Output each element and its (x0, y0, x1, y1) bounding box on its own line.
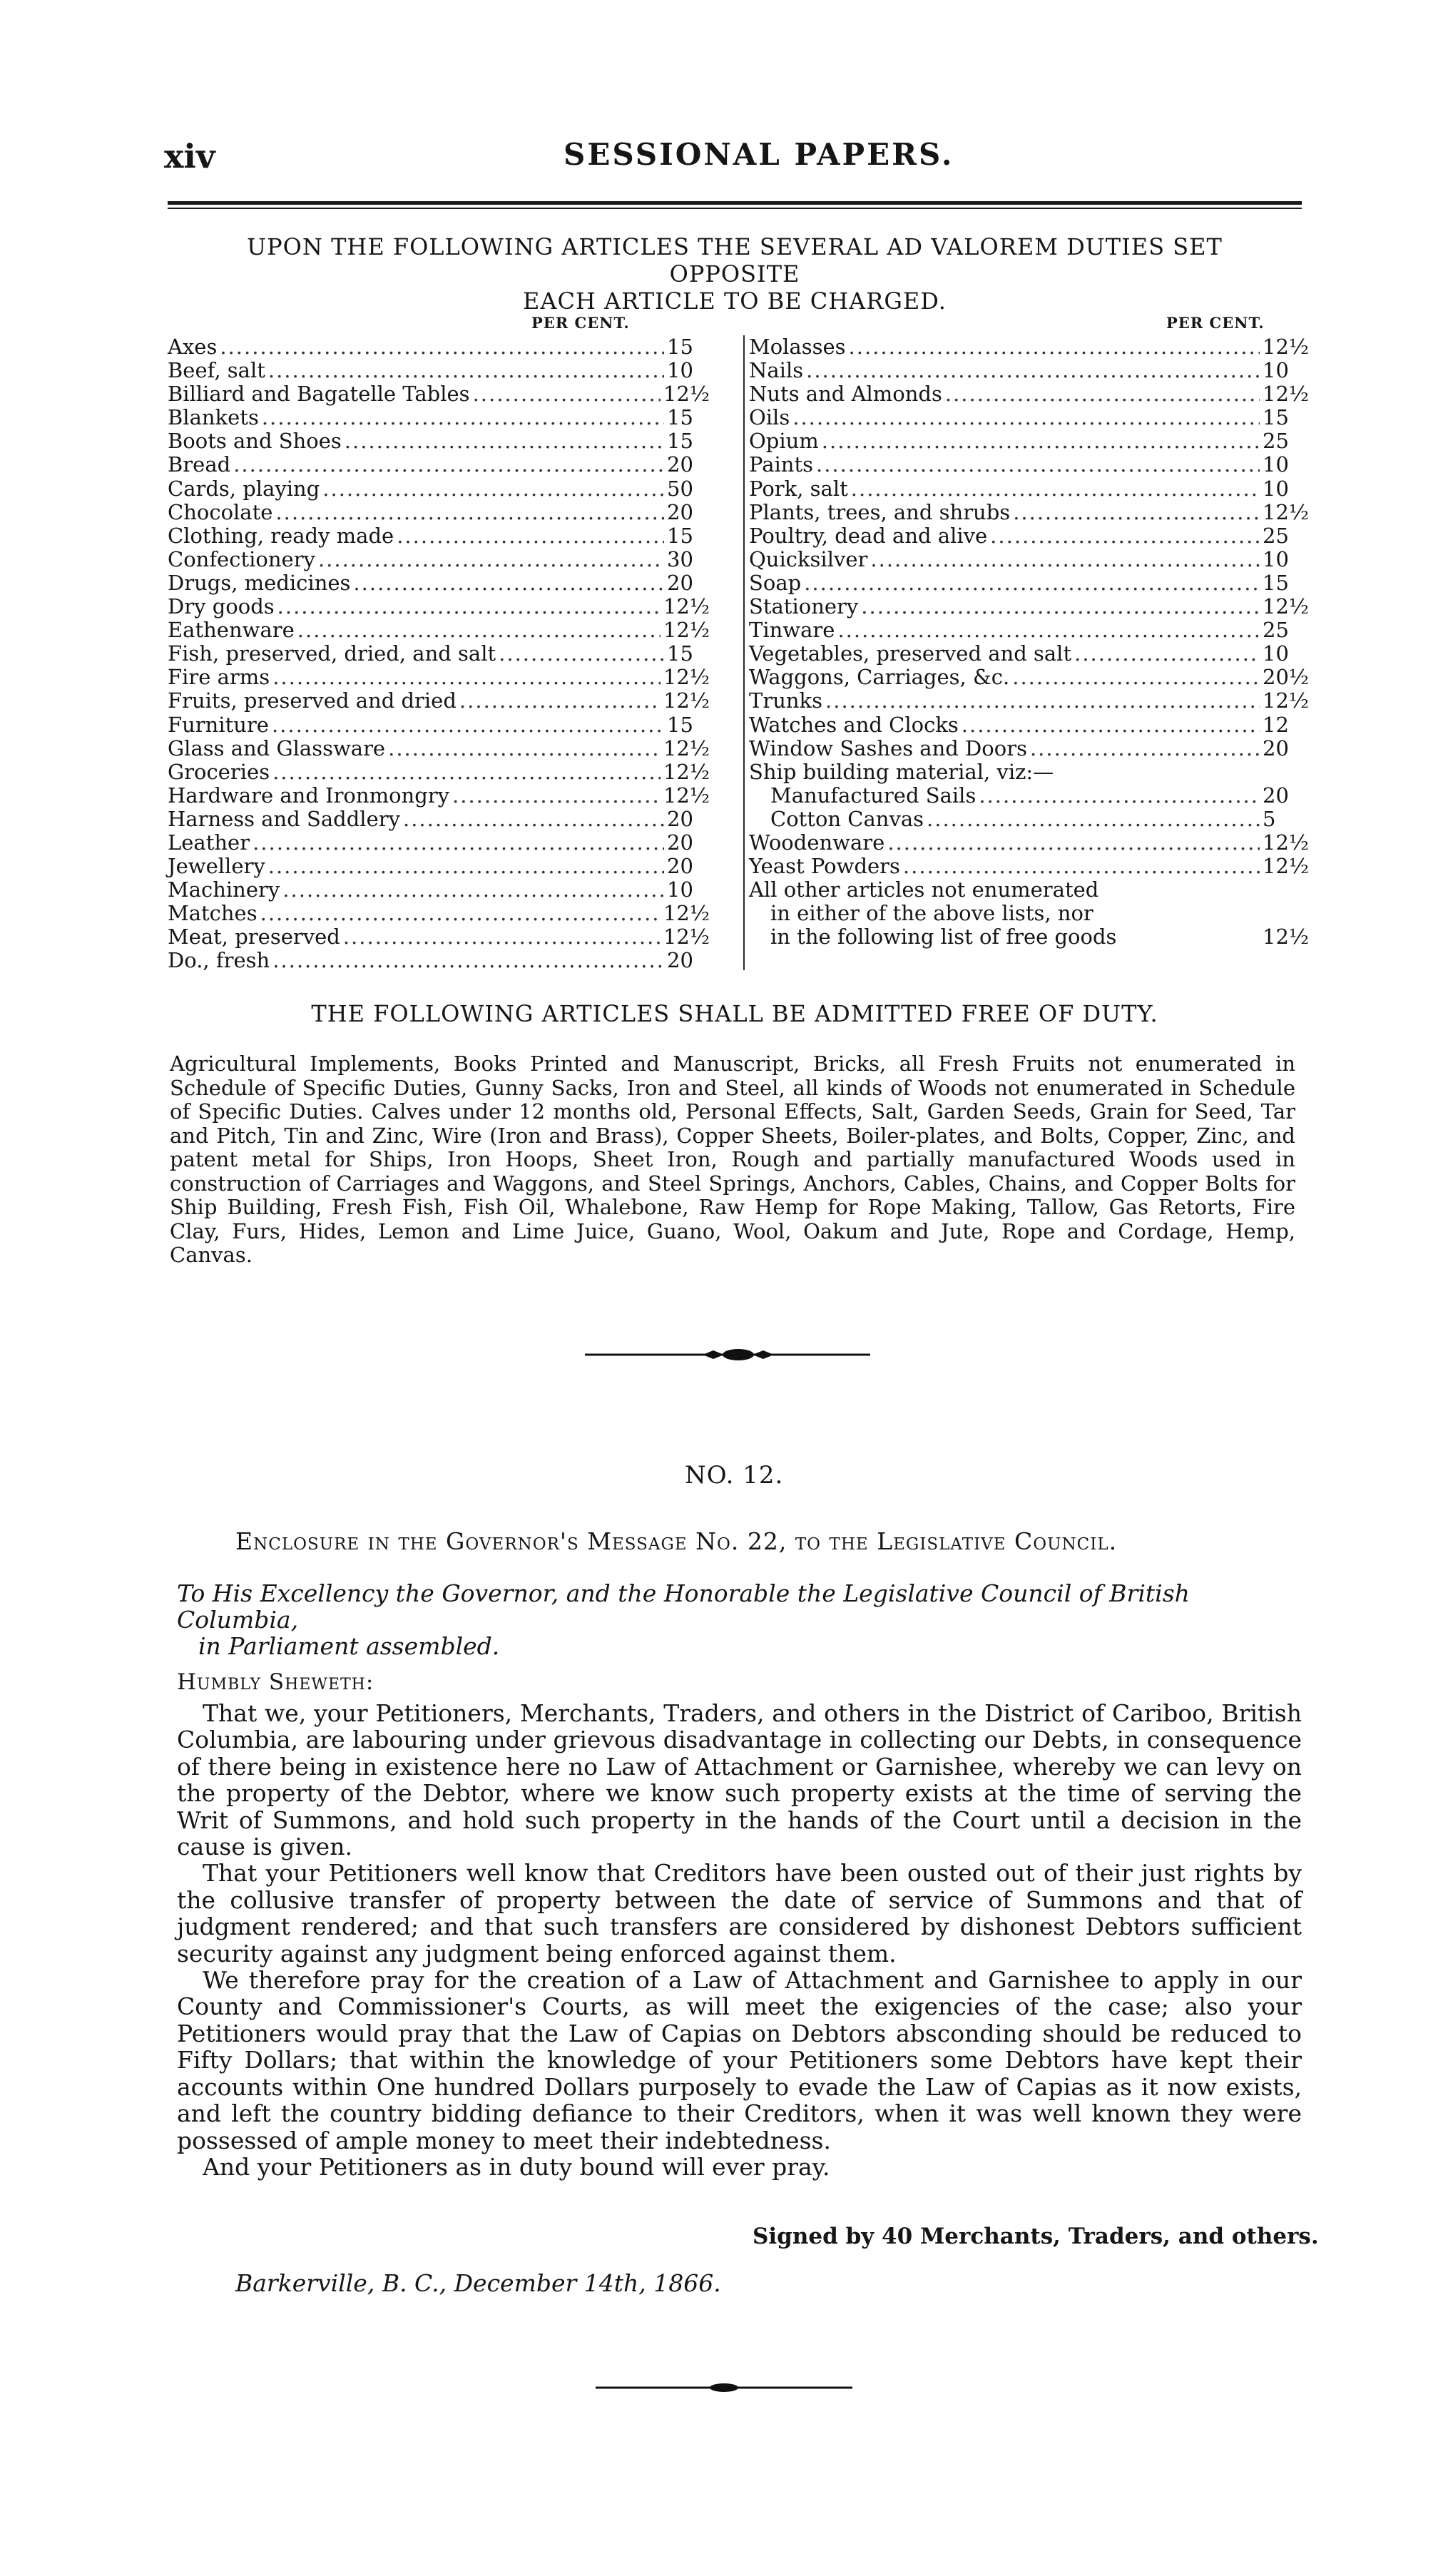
duties-heading (178, 233, 1291, 315)
duty-article: Window Sashes and Doors (749, 735, 1027, 760)
duty-rate: 15 (1263, 405, 1289, 430)
leader-dots (353, 571, 664, 595)
duty-row (168, 359, 710, 382)
address-line2: in Parliament assembled. (198, 1632, 500, 1660)
leader-dots (343, 925, 661, 949)
duty-row (168, 571, 710, 595)
leader-dots (990, 524, 1260, 548)
duty-article: Fire arms (168, 665, 270, 690)
duty-rate: 15 (667, 335, 693, 359)
duty-article: Woodenware (749, 830, 885, 855)
duty-row (168, 382, 710, 406)
leader-dots (473, 382, 661, 406)
running-header: SESSIONAL PAPERS. (564, 137, 954, 172)
duty-row (749, 429, 1312, 453)
duty-row (749, 335, 1312, 359)
duty-row (749, 689, 1312, 713)
duty-rate: 15 (667, 523, 693, 548)
leader-dots (945, 382, 1260, 406)
leader-dots (277, 595, 661, 618)
duty-article: Quicksilver (749, 546, 868, 571)
duty-article: Meat, preserved (168, 925, 340, 950)
duty-rate: 12½ (663, 594, 710, 619)
duty-article: Opium (749, 429, 819, 454)
duty-article: Jewellery (168, 854, 265, 879)
duty-article: Plants, trees, and shrubs (749, 499, 1011, 524)
leader-dots (253, 831, 664, 855)
duty-article: Leather (168, 830, 250, 855)
leader-dots (452, 784, 661, 808)
leader-dots (887, 831, 1260, 855)
duty-rate: 20 (1263, 783, 1289, 808)
duty-rate: 20 (667, 830, 693, 855)
duty-article: Axes (168, 335, 218, 359)
duty-row (168, 595, 710, 618)
leader-dots (272, 949, 664, 972)
leader-dots (388, 737, 661, 760)
duty-row (168, 760, 710, 784)
duty-article: Billiard and Bagatelle Tables (168, 382, 470, 407)
duty-row (168, 429, 710, 453)
duties-heading-line1: UPON THE FOLLOWING ARTICLES THE SEVERAL AD VALOREM DUTIES SET OPPOSITE (247, 233, 1223, 287)
duty-row (168, 548, 710, 571)
leader-dots (979, 784, 1260, 808)
leader-dots (822, 429, 1260, 453)
duty-row (168, 477, 710, 501)
duty-article: Boots and Shoes (168, 429, 342, 454)
leader-dots (903, 855, 1260, 878)
petition-address (177, 1580, 1300, 1659)
duty-rate: 12½ (1263, 854, 1310, 879)
duty-rate: 20 (667, 499, 693, 524)
leader-dots (1074, 642, 1260, 666)
divider-ornament (585, 1346, 870, 1363)
duty-article: Ship building material, viz:— (749, 759, 1054, 784)
address-line1: To His Excellency the Governor, and the Honorable the Legislative Council of British Columbia, (177, 1579, 1190, 1634)
petition-body (177, 1700, 1302, 2180)
leader-dots (403, 808, 664, 831)
duty-rate: 20 (667, 452, 693, 477)
duty-rate: 12½ (663, 688, 710, 713)
duty-row (168, 878, 710, 902)
leader-dots (282, 878, 664, 902)
duty-rate: 50 (667, 476, 693, 501)
header-rule (168, 201, 1302, 205)
duty-row (168, 453, 710, 477)
duty-article: Harness and Saddlery (168, 806, 400, 831)
duty-rate: 12½ (1263, 925, 1310, 950)
duty-row (749, 666, 1312, 689)
duty-rate: 12½ (663, 759, 710, 784)
duty-row (749, 760, 1312, 784)
duty-article: Drugs, medicines (168, 570, 351, 595)
duty-row (168, 501, 710, 524)
leader-dots (220, 335, 664, 359)
duty-article: Waggons, Carriages, &c. (749, 665, 1010, 690)
leader-dots (318, 548, 664, 571)
duty-article: Confectionery (168, 546, 315, 571)
duty-row (168, 642, 710, 666)
duty-row (749, 359, 1312, 382)
duty-row (749, 595, 1312, 618)
duty-article: Hardware and Ironmongry (168, 783, 450, 808)
duty-rate: 20 (667, 854, 693, 879)
leader-dots (297, 618, 661, 642)
duty-row (168, 949, 710, 972)
duty-rate: 15 (667, 405, 693, 430)
duty-article: Cards, playing (168, 476, 320, 501)
page-number: xiv (164, 137, 215, 175)
leader-dots (268, 855, 664, 878)
free-goods-list: Agricultural Implements, Books Printed and Manuscript, Bricks, all Fresh Fruits not enumerated in Schedule of Specific Duties, Gunny Sacks, Iron and Steel, all kinds of Woods not enumerated in Schedule of Specific Duties. Calves under 12 months old, Personal Effects, Salt, Garden Seeds, Grain for Seed, Tar and Pitch, Tin and Zinc, Wire (Iron and Brass), Copper Sheets, Boiler-plates, and Bolts, Copper, Zinc, and patent metal for Ships, Iron Hoops, Sheet Iron, Rough and partially manufactured Woods used in construction of Carriages and Waggons, and Steel Springs, Anchors, Cables, Chains, and Copper Bolts for Ship Building, Fresh Fish, Fish Oil, Whalebone, Raw Hemp for Rope Making, Tallow, Gas Retorts, Fire Clay, Furs, Hides, Lemon and Lime Juice, Guano, Wool, Oakum and Jute, Rope and Cordage, Hemp, Canvas. (170, 1052, 1295, 1267)
duty-rate: 12½ (663, 783, 710, 808)
leader-dots (499, 642, 664, 666)
duty-rate: 12½ (1263, 499, 1310, 524)
duty-article: Clothing, ready made (168, 523, 394, 548)
duty-article: Matches (168, 901, 258, 926)
duty-article: Yeast Powders (749, 854, 900, 879)
duty-article: Paints (749, 452, 813, 477)
leader-dots (272, 713, 664, 737)
duty-article: Beef, salt (168, 358, 265, 383)
duty-article: Watches and Clocks (749, 712, 959, 737)
duty-rate: 10 (667, 358, 693, 383)
duty-article: Trunks (749, 688, 823, 713)
leader-dots (851, 477, 1260, 501)
duty-article: Manufactured Sails (770, 783, 977, 808)
duty-article: Groceries (168, 759, 270, 784)
duties-heading-line2: EACH ARTICLE TO BE CHARGED. (523, 287, 947, 315)
leader-dots (272, 666, 661, 689)
leader-dots (275, 501, 664, 524)
duty-rate: 12½ (663, 618, 710, 643)
petition-paragraph: And your Petitioners as in duty bound will ever pray. (203, 2152, 830, 2181)
leader-dots (1012, 666, 1260, 689)
free-goods-heading: THE FOLLOWING ARTICLES SHALL BE ADMITTED FREE OF DUTY. (311, 1000, 1158, 1027)
duty-rate: 25 (1263, 523, 1289, 548)
duty-row (168, 524, 710, 548)
duty-row (168, 689, 710, 713)
duty-row (749, 737, 1312, 760)
duty-rate: 12½ (1263, 335, 1310, 359)
leader-dots (233, 453, 664, 477)
duty-article: Poultry, dead and alive (749, 523, 988, 548)
header-rule-thin (168, 208, 1302, 209)
duty-rate: 12½ (663, 735, 710, 760)
leader-dots (825, 689, 1260, 713)
duty-rate: 12½ (663, 925, 710, 950)
leader-dots (861, 595, 1260, 618)
duty-row (168, 902, 710, 925)
duty-article: Stationery (749, 594, 859, 619)
duty-rate: 12½ (663, 382, 710, 407)
end-divider-ornament (596, 2383, 852, 2393)
duty-rate: 20½ (1263, 665, 1310, 690)
leader-dots (272, 760, 661, 784)
duty-rate: 10 (667, 877, 693, 902)
duty-rate: 25 (1263, 429, 1289, 454)
duty-rate: 15 (667, 641, 693, 666)
duty-rate: 20 (1263, 735, 1289, 760)
duty-rate: 12 (1263, 712, 1289, 737)
duty-article: Dry goods (168, 594, 275, 619)
duty-row (749, 618, 1312, 642)
duty-article: Fish, preserved, dried, and salt (168, 641, 496, 666)
leader-dots (962, 713, 1260, 737)
duty-row-other (749, 902, 1312, 925)
duty-rate: 12½ (1263, 830, 1310, 855)
duty-article: Nuts and Almonds (749, 382, 942, 407)
duty-article: Do., fresh (168, 948, 270, 973)
duty-rate: 15 (1263, 570, 1289, 595)
petition-paragraph: That we, your Petitioners, Merchants, Traders, and others in the District of Cariboo, British Columbia, are labouring under grievous disadvantage in collecting our Debts, in consequence of there being in existence here no Law of Attachment or Garnishee, whereby we can levy on the property of the Debtor, where we know such property exists at the time of serving the Writ of Summons, and hold such property in the hands of the Court until a decision in the cause is given. (177, 1699, 1302, 1861)
duty-row (749, 642, 1312, 666)
petition-paragraph: That your Petitioners well know that Creditors have been ousted out of their just rights by the collusive transfer of property between the date of service of Summons and that of judgment rendered; and that such transfers are considered by dishonest Debtors sufficient security against any judgment being enforced against them. (177, 1859, 1302, 1967)
duty-row (168, 618, 710, 642)
duty-article: Eathenware (168, 618, 295, 643)
duty-row (749, 382, 1312, 406)
duty-rate: 10 (1263, 476, 1289, 501)
leader-dots (927, 808, 1260, 831)
leader-dots (792, 406, 1260, 429)
duty-row (168, 737, 710, 760)
duty-rate: 15 (667, 429, 693, 454)
duty-row (749, 406, 1312, 429)
leader-dots (1030, 737, 1260, 760)
dateline: Barkerville, B. C., December 14th, 1866. (235, 2269, 721, 2297)
duty-article: Soap (749, 570, 802, 595)
leader-dots (837, 618, 1260, 642)
duty-rate: 12½ (663, 665, 710, 690)
duty-row (749, 501, 1312, 524)
duty-article: Molasses (749, 335, 846, 359)
leader-dots (345, 429, 664, 453)
duty-list-left (168, 335, 710, 973)
duty-rate: 10 (1263, 358, 1289, 383)
duty-row (168, 831, 710, 855)
leader-dots (816, 453, 1260, 477)
per-cent-label-left: PER CENT. (531, 314, 630, 332)
leader-dots (1013, 501, 1260, 524)
petition-greeting: Humbly Sheweth: (177, 1669, 374, 1695)
leader-dots (849, 335, 1260, 359)
other-articles-text: in either of the above lists, nor (770, 901, 1093, 926)
duty-row-other (749, 925, 1312, 949)
duty-rate: 10 (1263, 452, 1289, 477)
leader-dots (268, 359, 664, 382)
duty-article: Pork, salt (749, 476, 848, 501)
duty-article: Bread (168, 452, 231, 477)
leader-dots (397, 524, 664, 548)
duty-article: Furniture (168, 712, 269, 737)
duty-row (749, 548, 1312, 571)
duty-article: Blankets (168, 405, 259, 430)
duty-article: Vegetables, preserved and salt (749, 641, 1072, 666)
duty-article: Cotton Canvas (770, 806, 924, 831)
per-cent-label-right: PER CENT. (1166, 314, 1265, 332)
duty-row (749, 855, 1312, 878)
leader-dots (322, 477, 664, 501)
duty-row (749, 784, 1312, 808)
duty-rate: 12½ (1263, 382, 1310, 407)
other-articles-text: in the following list of free goods (770, 925, 1117, 950)
duty-row (749, 453, 1312, 477)
duty-article: Nails (749, 358, 804, 383)
duty-row (749, 524, 1312, 548)
duty-article: Chocolate (168, 499, 273, 524)
duty-article: Tinware (749, 618, 835, 643)
petition-paragraph: We therefore pray for the creation of a Law of Attachment and Garnishee to apply in our County and Commissioner's Courts, as will meet the exigencies of the case; also your Petitioners would pray that the Law of Capias on Debtors absconding should be reduced to Fifty Dollars; that within the knowledge of your Petitioners some Debtors have kept their accounts within One hundred Dollars purposely to evade the Law of Capias as it now exists, and left the country bidding defiance to their Creditors, when it was well known they were possessed of ample money to meet their indebtedness. (177, 1966, 1302, 2154)
duty-row (168, 713, 710, 737)
duty-row (168, 925, 710, 949)
duty-row (749, 713, 1312, 737)
leader-dots (262, 406, 664, 429)
leader-dots (459, 689, 661, 713)
duty-rate: 5 (1263, 806, 1276, 831)
duty-rate: 20 (667, 948, 693, 973)
duty-rate: 12½ (1263, 594, 1310, 619)
duty-article: Machinery (168, 877, 280, 902)
duty-row (749, 808, 1312, 831)
leader-dots (260, 902, 661, 925)
duty-rate: 15 (667, 712, 693, 737)
duty-row (749, 477, 1312, 501)
other-articles-text: All other articles not enumerated (749, 877, 1099, 902)
duty-rate: 30 (667, 546, 693, 571)
duty-rate: 10 (1263, 546, 1289, 571)
enclosure-title: Enclosure in the Governor's Message No. 22, to the Legislative Council. (235, 1527, 1118, 1555)
duty-article: Fruits, preserved and dried (168, 688, 457, 713)
duty-row (749, 571, 1312, 595)
duty-row (168, 784, 710, 808)
duty-row (168, 855, 710, 878)
duty-row (168, 808, 710, 831)
duty-row (749, 831, 1312, 855)
duty-rate: 20 (667, 570, 693, 595)
duty-rate: 25 (1263, 618, 1289, 643)
duty-rate: 20 (667, 806, 693, 831)
document-number: NO. 12. (685, 1461, 784, 1490)
duty-list-right (743, 335, 1312, 970)
duty-rate: 12½ (1263, 688, 1310, 713)
duty-article: Oils (749, 405, 790, 430)
duty-row (168, 335, 710, 359)
leader-dots (806, 359, 1260, 382)
duty-row-other (749, 878, 1312, 902)
duty-rate: 12½ (663, 901, 710, 926)
duty-rate: 10 (1263, 641, 1289, 666)
duty-row (168, 666, 710, 689)
leader-dots (804, 571, 1260, 595)
duty-article: Glass and Glassware (168, 735, 386, 760)
signature-line: Signed by 40 Merchants, Traders, and others. (753, 2224, 1319, 2249)
leader-dots (870, 548, 1260, 571)
duty-row (168, 406, 710, 429)
